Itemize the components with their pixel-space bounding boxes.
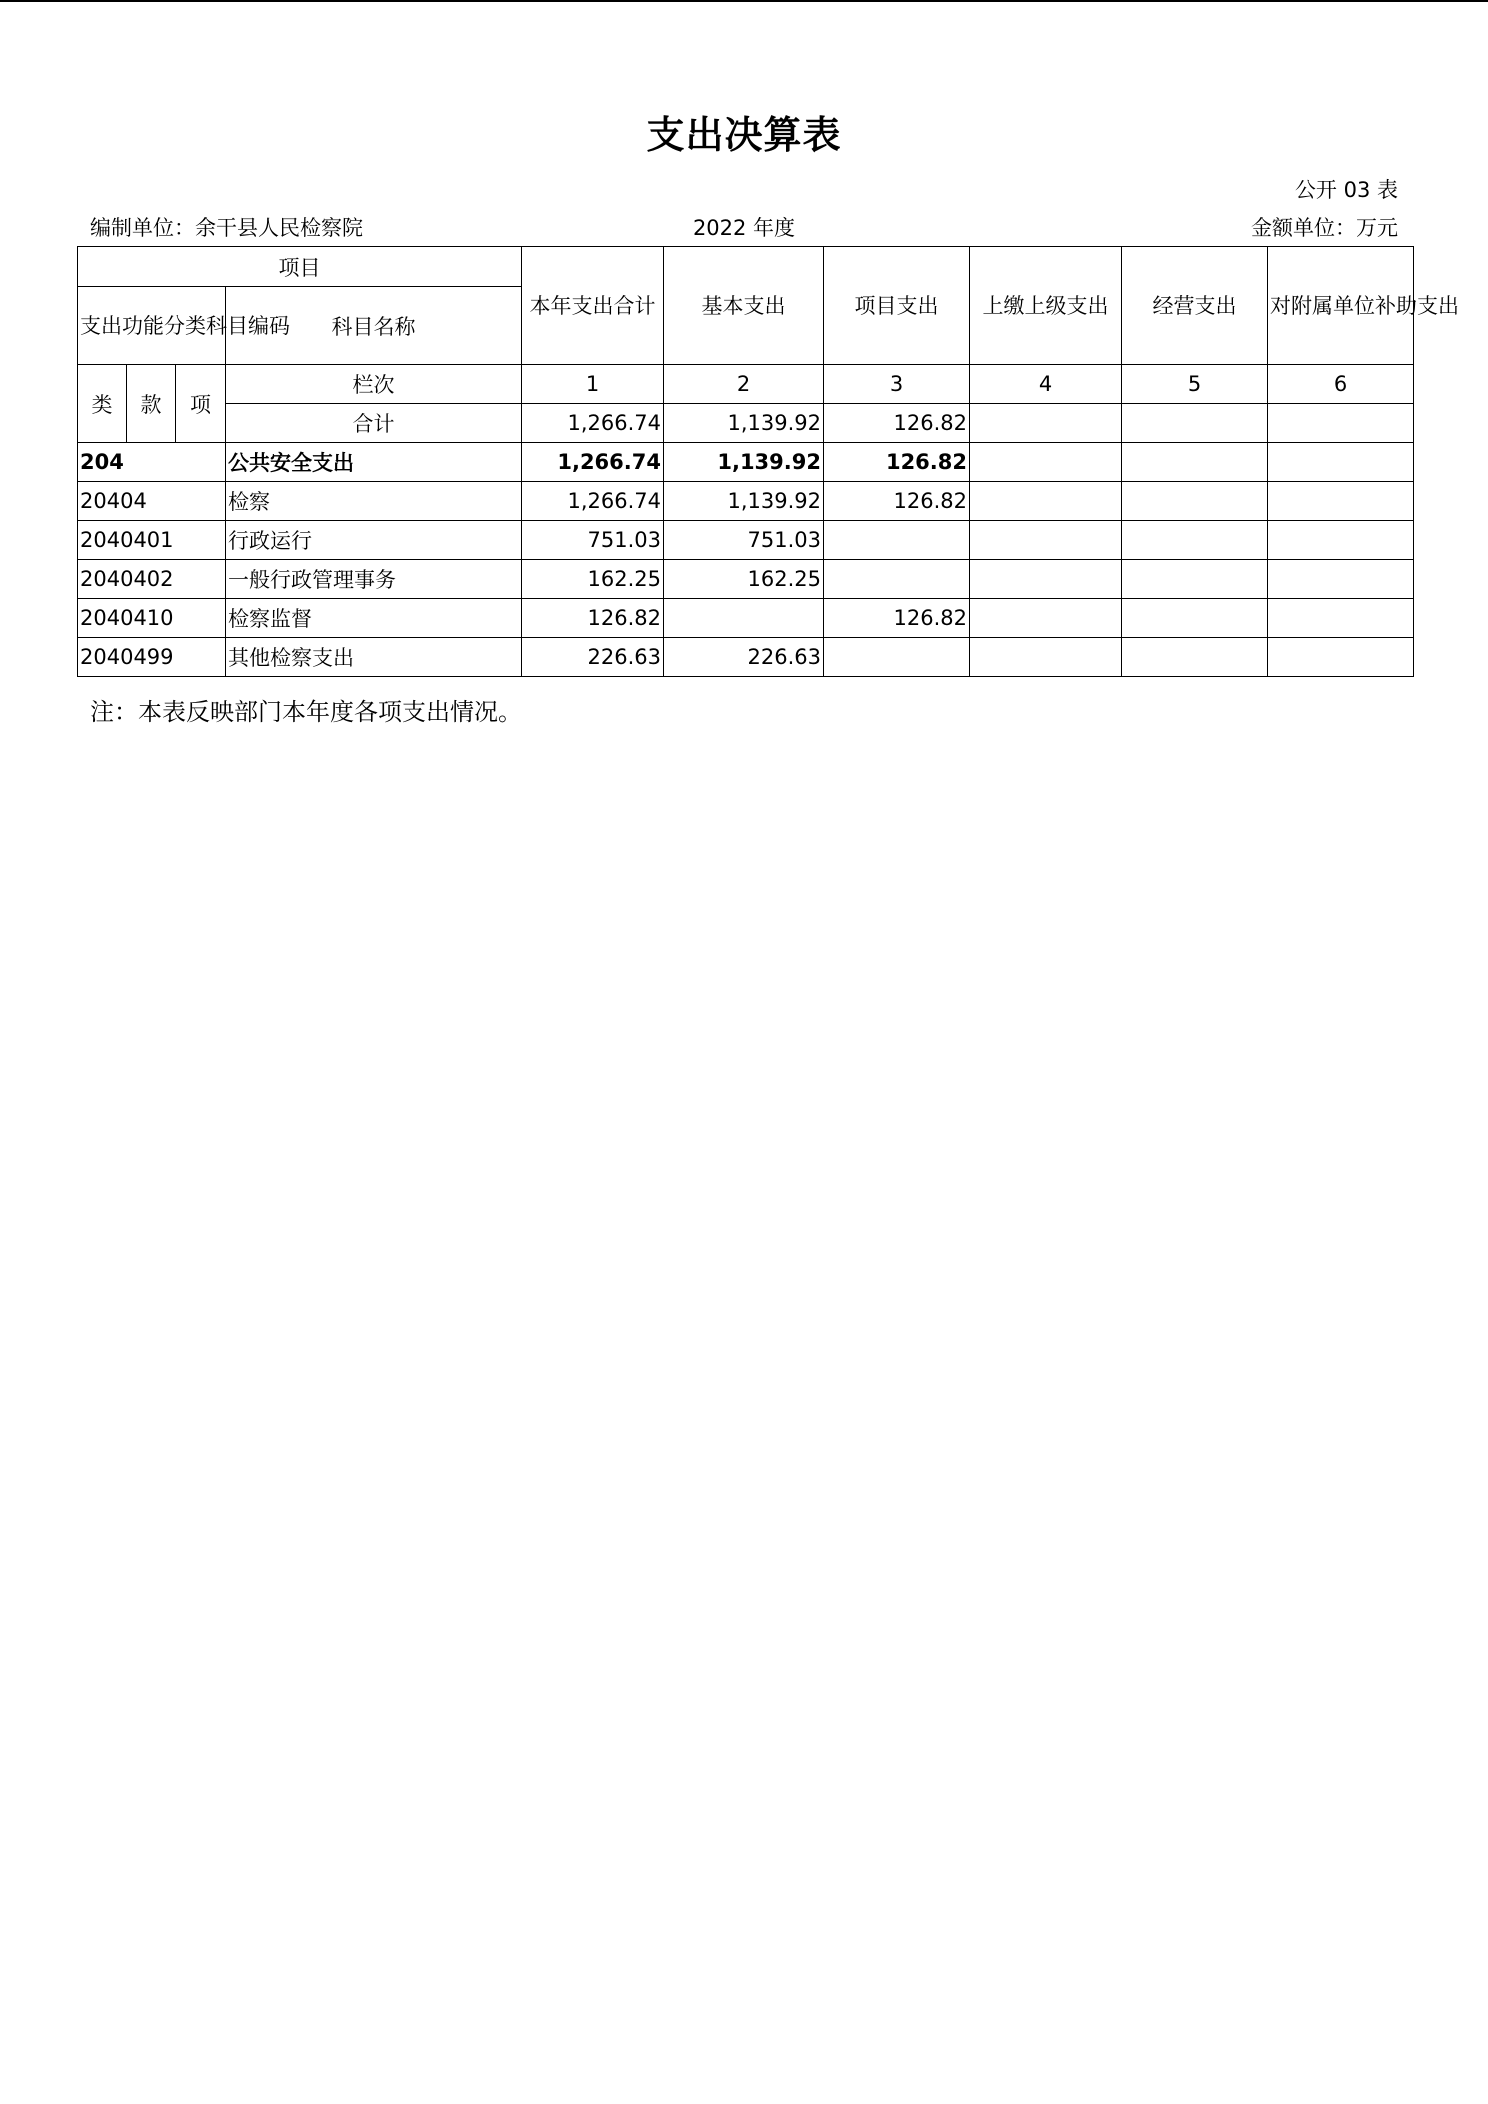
col-number: 1 xyxy=(522,365,664,404)
row-value xyxy=(1122,443,1268,482)
header-subject-name: 科目名称 xyxy=(226,287,522,365)
table-row xyxy=(78,560,1414,599)
row-value xyxy=(1122,482,1268,521)
table-row xyxy=(78,521,1414,560)
col-number: 6 xyxy=(1268,365,1414,404)
header-func-code: 支出功能分类科目编码 xyxy=(78,287,226,365)
fiscal-year: 2022 年度 xyxy=(692,216,796,240)
row-value: 126.82 xyxy=(824,599,970,638)
table-row xyxy=(78,599,1414,638)
row-value xyxy=(664,599,824,638)
header-project: 项目 xyxy=(78,247,522,287)
total-value: 1,139.92 xyxy=(664,404,824,443)
expenditure-table xyxy=(77,246,1459,677)
row-value: 751.03 xyxy=(522,521,664,560)
row-value xyxy=(1268,482,1414,521)
table-row xyxy=(78,443,1414,482)
total-label: 合计 xyxy=(226,404,522,443)
row-value xyxy=(1122,638,1268,677)
row-value xyxy=(1268,521,1414,560)
row-value: 126.82 xyxy=(824,443,970,482)
row-name: 行政运行 xyxy=(226,521,522,560)
row-value xyxy=(824,638,970,677)
row-code: 2040499 xyxy=(78,638,226,677)
row-value: 751.03 xyxy=(664,521,824,560)
row-value: 1,139.92 xyxy=(664,443,824,482)
col-number: 2 xyxy=(664,365,824,404)
row-name: 检察 xyxy=(226,482,522,521)
header-lanci: 栏次 xyxy=(226,365,522,404)
row-value: 1,139.92 xyxy=(664,482,824,521)
row-value xyxy=(824,521,970,560)
row-code: 20404 xyxy=(78,482,226,521)
row-value: 1,266.74 xyxy=(522,482,664,521)
row-value: 226.63 xyxy=(522,638,664,677)
row-value: 126.82 xyxy=(522,599,664,638)
row-value xyxy=(970,599,1122,638)
table-number: 公开 03 表 xyxy=(1294,178,1398,202)
total-value xyxy=(1122,404,1268,443)
row-code: 204 xyxy=(78,443,226,482)
compiling-unit: 编制单位：余干县人民检察院 xyxy=(90,216,363,240)
row-value xyxy=(824,560,970,599)
header-col-operating: 经营支出 xyxy=(1122,247,1268,365)
row-value xyxy=(970,443,1122,482)
total-value xyxy=(970,404,1122,443)
row-value xyxy=(1268,443,1414,482)
header-lei: 类 xyxy=(78,365,127,443)
row-value xyxy=(1122,599,1268,638)
page-title: 支出决算表 xyxy=(646,113,842,157)
row-value: 126.82 xyxy=(824,482,970,521)
row-value xyxy=(970,638,1122,677)
row-value xyxy=(1268,560,1414,599)
header-col-remit: 上缴上级支出 xyxy=(970,247,1122,365)
total-value: 1,266.74 xyxy=(522,404,664,443)
col-number: 5 xyxy=(1122,365,1268,404)
header-col-subsidy: 对附属单位补助支出 xyxy=(1268,247,1414,365)
table-row xyxy=(78,482,1414,521)
row-value: 226.63 xyxy=(664,638,824,677)
row-value: 1,266.74 xyxy=(522,443,664,482)
row-code: 2040402 xyxy=(78,560,226,599)
row-value xyxy=(1122,521,1268,560)
row-name: 一般行政管理事务 xyxy=(226,560,522,599)
page-top-border xyxy=(0,0,1488,2)
header-kuan: 款 xyxy=(127,365,176,443)
row-code: 2040410 xyxy=(78,599,226,638)
total-value: 126.82 xyxy=(824,404,970,443)
footnote: 注：本表反映部门本年度各项支出情况。 xyxy=(90,698,522,726)
row-value xyxy=(1122,560,1268,599)
row-name: 其他检察支出 xyxy=(226,638,522,677)
table-row xyxy=(78,638,1414,677)
col-number: 3 xyxy=(824,365,970,404)
row-value xyxy=(1268,599,1414,638)
amount-unit: 金额单位：万元 xyxy=(1251,216,1398,240)
row-name: 公共安全支出 xyxy=(226,443,522,482)
header-col-project: 项目支出 xyxy=(824,247,970,365)
header-col-total: 本年支出合计 xyxy=(522,247,664,365)
row-value xyxy=(970,482,1122,521)
col-number: 4 xyxy=(970,365,1122,404)
header-col-basic: 基本支出 xyxy=(664,247,824,365)
row-value: 162.25 xyxy=(664,560,824,599)
row-value xyxy=(970,560,1122,599)
row-code: 2040401 xyxy=(78,521,226,560)
total-value xyxy=(1268,404,1414,443)
header-xiang: 项 xyxy=(176,365,226,443)
row-name: 检察监督 xyxy=(226,599,522,638)
row-value xyxy=(1268,638,1414,677)
row-value: 162.25 xyxy=(522,560,664,599)
row-value xyxy=(970,521,1122,560)
